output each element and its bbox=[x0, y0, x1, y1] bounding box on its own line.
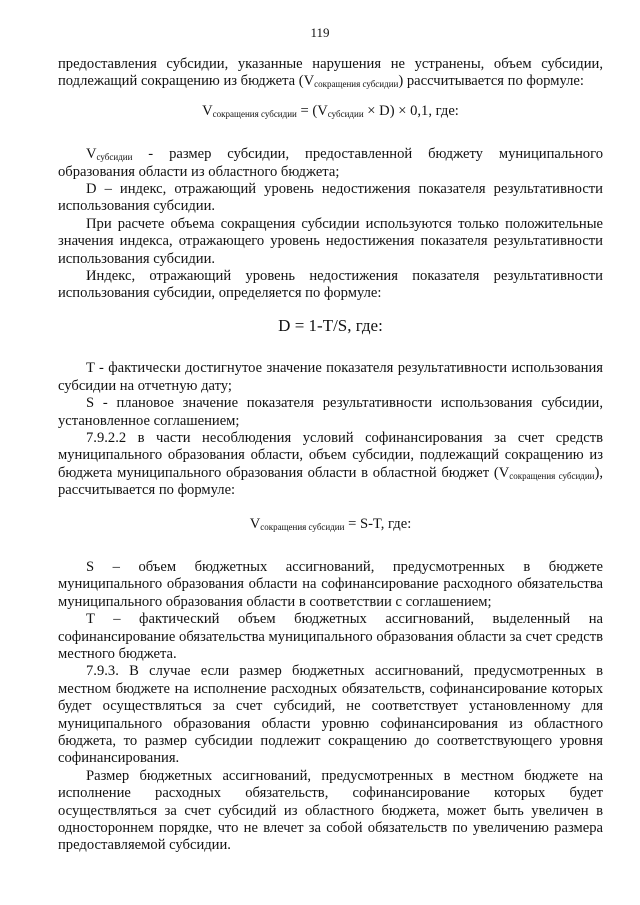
subscript: сокращения субсидии bbox=[314, 79, 399, 90]
paragraph-index: Индекс, отражающий уровень недостижения показателя результативности использования субсидии, определяется по формуле: bbox=[58, 268, 603, 302]
formula-text: × D) × 0,1, где: bbox=[363, 102, 459, 119]
paragraph-budget-increase: Размер бюджетных ассигнований, предусмотренных в местном бюджете на исполнение расходных обязательств, софинансирование которых будет осуществляться за счет субсидий из областного бюджета, может быть увеличен в одностороннем порядке, что не влечет за собой обязательств по увеличению размера предоставляемой субсидии. bbox=[58, 767, 603, 854]
formula-cofinancing bbox=[58, 516, 603, 533]
formula-text: = (V bbox=[296, 102, 328, 119]
page-number: 119 bbox=[310, 25, 330, 40]
subscript: сокращения субсидии bbox=[212, 108, 297, 119]
definition-s-budget: S – объем бюджетных ассигнований, предусмотренных в бюджете муниципального образования области на софинансирование расходного обязательства муниципального образования области в соответствии с соглашением; bbox=[58, 558, 603, 610]
paragraph-subsidy-reduction bbox=[58, 56, 603, 91]
formula-var: V bbox=[202, 102, 213, 119]
definition-text: - размер субсидии, предоставленной бюджету муниципального образования области из областного бюджета; bbox=[58, 146, 603, 180]
definition-v-subsidy bbox=[58, 146, 603, 181]
paragraph-7-9-3: 7.9.3. В случае если размер бюджетных ассигнований, предусмотренных в местном бюджете на исполнение расходных обязательств, софинансирование которых будет осуществляться за счет субсидий, не соответствует установленному для муниципального образования области уровню софинансирования из областного бюджета, то размер субсидии подлежит сокращению до соответствующего уровня софинансирования. bbox=[58, 663, 603, 767]
subscript: субсидии bbox=[327, 108, 364, 119]
formula-index: D = 1-T/S, где: bbox=[278, 315, 383, 335]
formula-var: V bbox=[86, 146, 97, 163]
paragraph-text: ) рассчитывается по формуле: bbox=[398, 73, 584, 90]
paragraph-7-9-2-2 bbox=[58, 430, 603, 500]
definition-s: S - плановое значение показателя результативности использования субсидии, установленное соглашением; bbox=[58, 395, 603, 429]
paragraph-calculation: При расчете объема сокращения субсидии используются только положительные значения индекса, отражающего уровень недостижения показателя результативности использования субсидии. bbox=[58, 215, 603, 267]
subscript: субсидии bbox=[96, 152, 133, 163]
formula-reduction bbox=[58, 103, 603, 120]
paragraph-text: предоставления субсидии, указанные нарушения не устранены, объем субсидии, подлежащий сокращению из бюджета (V bbox=[58, 56, 603, 90]
definition-d: D – индекс, отражающий уровень недостижения показателя результативности использования субсидии. bbox=[58, 181, 603, 215]
paragraph-text: 7.9.2.2 в части несоблюдения условий софинансирования за счет средств муниципального образования области, объем субсидии, подлежащий сокращению из бюджета муниципального образования области в областной бюджет (V bbox=[58, 429, 603, 481]
paragraph-text: ), рассчитывается по формуле: bbox=[58, 464, 603, 499]
formula-var: V bbox=[249, 515, 261, 532]
subscript: сокращения субсидии bbox=[260, 521, 345, 532]
definition-t: T - фактически достигнутое значение показателя результативности использования субсидии на отчетную дату; bbox=[58, 360, 603, 394]
page-body bbox=[58, 56, 603, 855]
formula-text: = S-T, где: bbox=[344, 515, 412, 532]
definition-t-budget: T – фактический объем бюджетных ассигнований, выделенный на софинансирование обязательства муниципального образования области за счет средств местного бюджета. bbox=[58, 611, 603, 662]
subscript: сокращения субсидии bbox=[509, 470, 595, 481]
